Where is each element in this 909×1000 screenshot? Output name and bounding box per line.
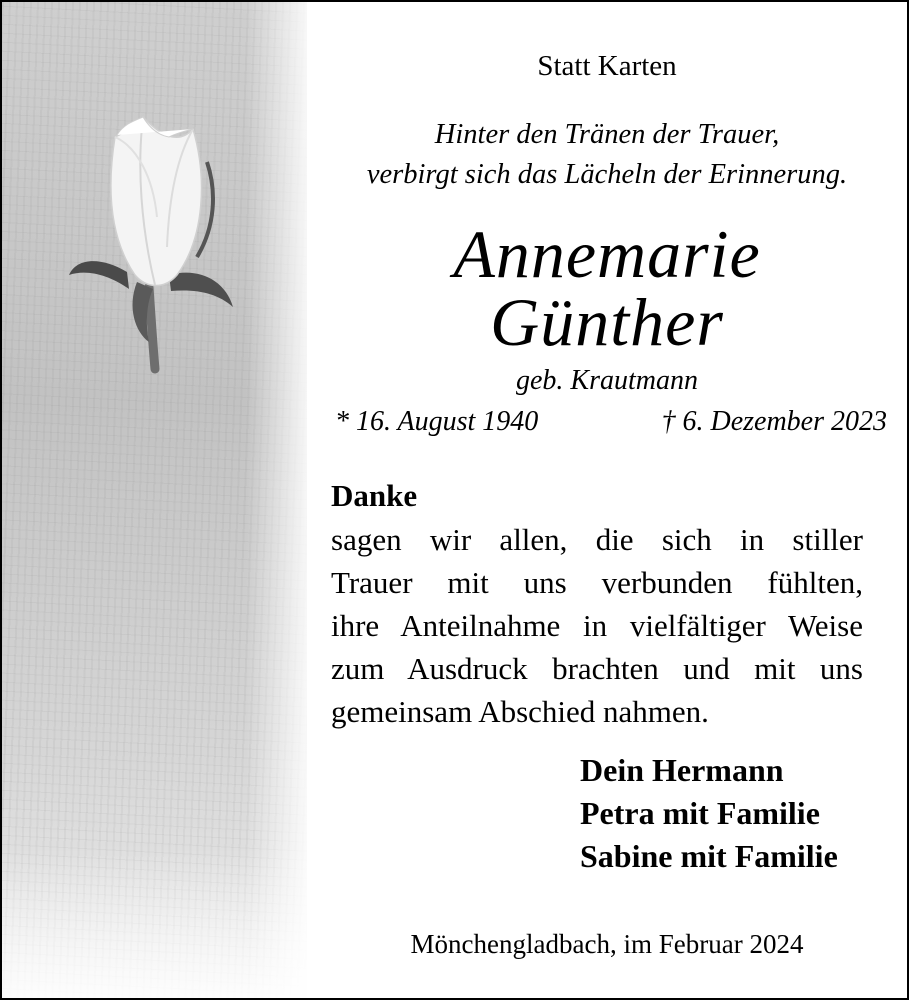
notice-text-column: [307, 2, 907, 998]
birth-date: * 16. August 1940: [335, 406, 539, 437]
signer: Sabine mit Familie: [580, 838, 838, 874]
statt-karten-line: Statt Karten: [537, 50, 677, 82]
quote-line-1: Hinter den Tränen der Trauer,: [434, 119, 780, 150]
maiden-name: geb. Krautmann: [516, 365, 698, 396]
last-name: Günther: [490, 284, 724, 360]
signer: Dein Hermann: [580, 752, 784, 788]
danke-heading: Danke: [331, 478, 418, 513]
message-line: ihre Anteilnahme in vielfältiger Weise: [331, 608, 863, 643]
death-date: † 6. Dezember 2023: [661, 406, 887, 437]
white-rose-icon: [57, 107, 247, 377]
message-line: sagen wir allen, die sich in stiller: [331, 522, 863, 557]
message-line: gemeinsam Abschied nahmen.: [331, 694, 709, 729]
first-name: Annemarie: [453, 216, 761, 292]
signers-list: [580, 749, 838, 878]
thank-you-message: [331, 518, 863, 733]
quote-line-2: verbirgt sich das Lächeln der Erinnerung.: [366, 159, 848, 190]
memorial-quote: [307, 115, 907, 195]
message-line: Trauer mit uns verbunden fühlten,: [331, 565, 863, 600]
deceased-name: [307, 216, 907, 360]
textured-background-photo: [2, 2, 307, 998]
place-and-date: Mönchengladbach, im Februar 2024: [410, 929, 804, 959]
signer: Petra mit Familie: [580, 795, 820, 831]
message-line: zum Ausdruck brachten und mit uns: [331, 651, 863, 686]
